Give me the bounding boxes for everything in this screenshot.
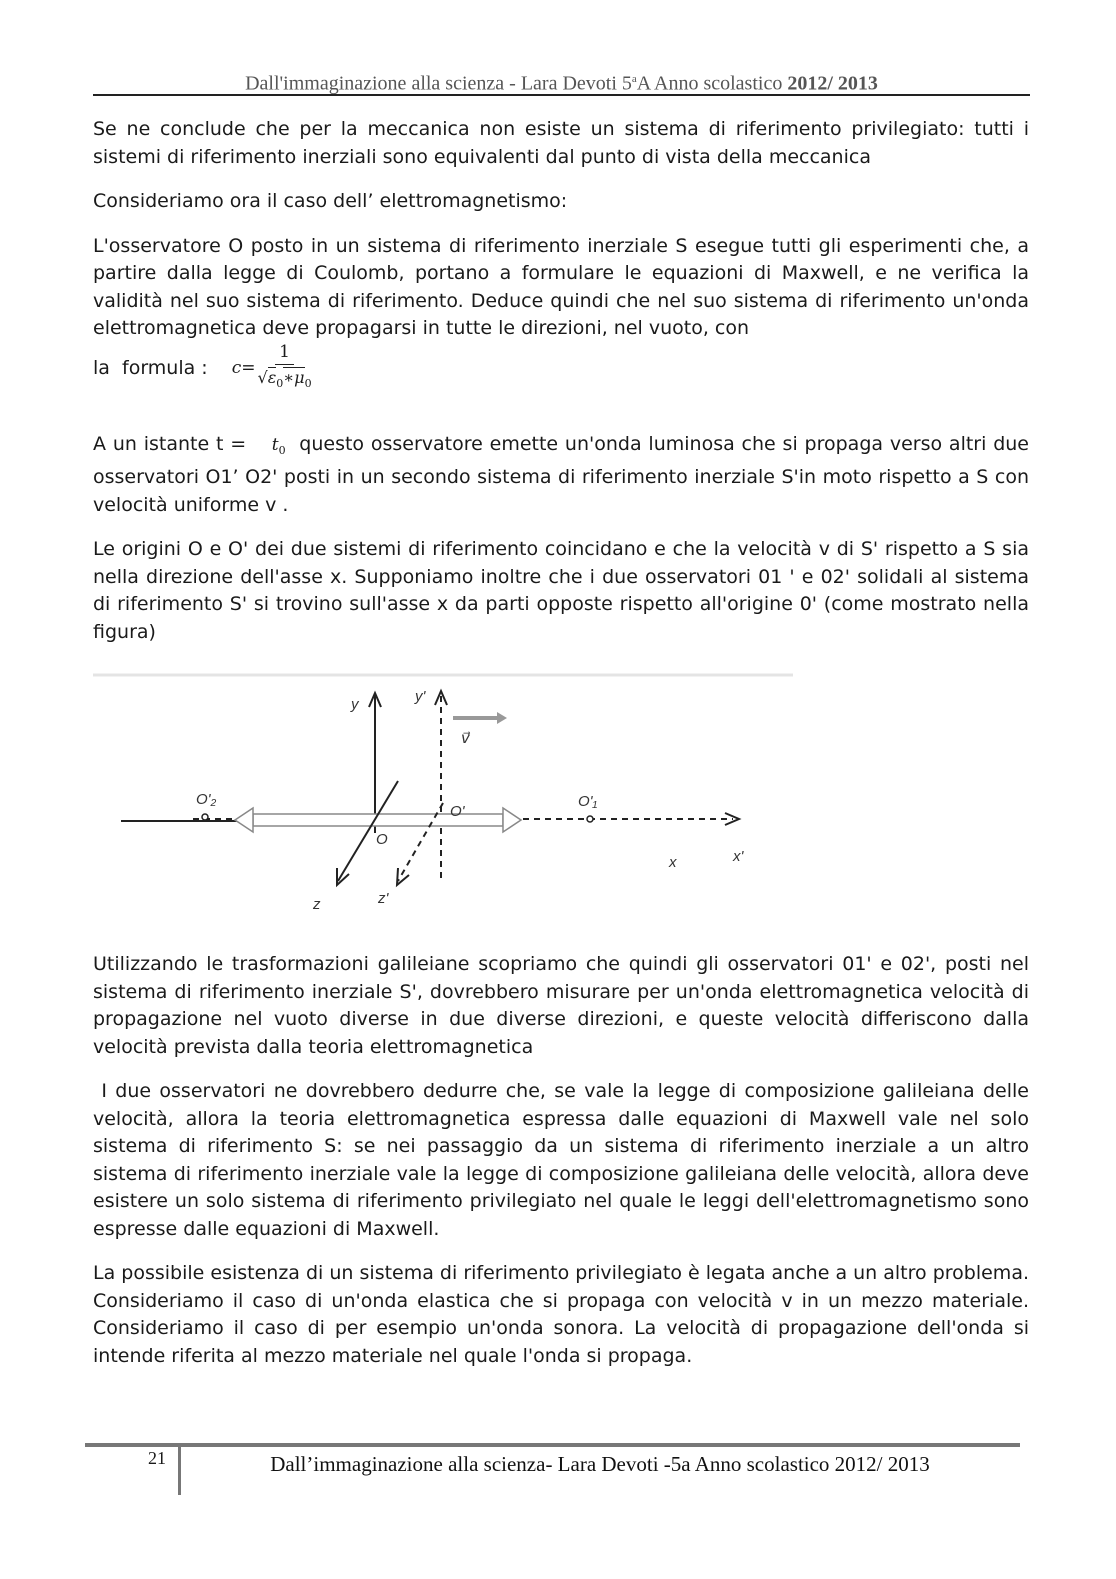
t0-symbol (272, 435, 286, 455)
label-oprime: O' (450, 803, 465, 820)
light-wave-left-head (235, 808, 253, 832)
header-year: 2012/ 2013 (787, 72, 878, 95)
document-body (93, 116, 1036, 1387)
label-o2: O'₂ (196, 791, 217, 808)
paragraph-4-rest: questo osservatore emette un'onda luminosa che si propaga verso altri due osservatori O1’ O2' posti in un secondo sistema di riferimento inerziale S'in moto rispetto a S con velocità uniforme v . (93, 432, 1036, 516)
epsilon-symbol: ε (267, 368, 277, 387)
label-zprime: z' (378, 890, 389, 907)
formula-label: la formula : (93, 356, 208, 379)
footer-divider (178, 1447, 181, 1495)
formula-line (93, 343, 1029, 395)
header-sup: a (631, 73, 637, 85)
observer-o1 (587, 816, 593, 822)
header-text: Dall'immaginazione alla scienza - Lara Devoti 5 (245, 72, 632, 95)
epsilon-subscript: 0 (276, 377, 284, 390)
t0-sub: 0 (278, 443, 286, 457)
light-wave-right-head (503, 808, 521, 832)
paragraph-8: La possibile esistenza di un sistema di riferimento privilegiato è legata anche a un altro problema. Consideriamo il caso di un'onda elastica che si propaga con velocità v in un mezzo materiale. Consideriamo il caso di per esempio un'onda sonora. La velocità di propagazione dell'onda si intende riferita al mezzo materiale nel quale l'onda si propaga. (93, 1262, 1029, 1367)
label-v: v⃗ (461, 730, 470, 747)
paragraph-1: Se ne conclude che per la meccanica non esiste un sistema di riferimento privilegiato: tutti i sistemi di riferimento inerziali sono equivalenti dal punto di vista della meccanica (93, 118, 1029, 168)
z-axis-arrow (337, 868, 349, 885)
footer-rule (85, 1443, 1020, 1447)
sqrt-symbol: √ (257, 368, 268, 387)
label-x: x (669, 854, 677, 871)
reference-frames-figure (93, 663, 793, 923)
label-o1: O'₁ (578, 793, 598, 810)
formula-fraction (257, 342, 311, 395)
paragraph-5: Le origini O e O' dei due sistemi di riferimento coincidano e che la velocità v di S' rispetto a S sia nella direzione dell'asse x. Supponiamo inoltre che i due osservatori 01 ' e 02' solidali al sistema di riferimento S' si trovino sull'asse x da parti opposte rispetto all'origine 0' (come mostrato nella figura) (93, 538, 1029, 643)
header-text-b: A Anno scolastico (636, 72, 788, 95)
z-axis (338, 781, 398, 881)
observer-o2 (202, 814, 208, 820)
label-y: y (351, 696, 359, 713)
paragraph-6: Utilizzando le trasformazioni galileiane scopriamo che quindi gli osservatori 01' e 02', posti nel sistema di riferimento inerziale S', dovrebbero misurare per un'onda elettromagnetica velocità di propagazione nel vuoto diverse in due diverse direzioni, e queste velocità differiscono dalla velocità prevista dalla teoria elettromagnetica (93, 953, 1029, 1058)
page-number: 21 (148, 1448, 166, 1468)
label-z: z (313, 896, 321, 913)
footer-text: Dall’immaginazione alla scienza- Lara Devoti -5a Anno scolastico 2012/ 2013 (270, 1452, 930, 1476)
formula-numerator: 1 (275, 342, 294, 365)
paragraph-7: I due osservatori ne dovrebbero dedurre che, se vale la legge di composizione galileiana delle velocità, allora la teoria elettromagnetica espressa dalle equazioni di Maxwell vale nel solo sistema di riferimento S: se nei passaggio da un sistema di riferimento inerziale a un altro sistema di riferimento inerziale vale la legge di composizione galileiana delle velocità, allora deve esistere un solo sistema di riferimento privilegiato nel quale le leggi dell'elettromagnetismo sono espresse dalle equazioni di Maxwell. (93, 1080, 1036, 1240)
paragraph-2: Consideriamo ora il caso dell’ elettromagnetismo: (93, 190, 568, 212)
page-header (93, 66, 1030, 96)
t0-t: t (271, 434, 279, 455)
label-o: O (376, 831, 388, 848)
formula-denominator (257, 365, 311, 395)
mu-symbol: ∗μ (283, 368, 305, 387)
paragraph-3: L'osservatore O posto in un sistema di riferimento inerziale S esegue tutti gli esperimenti che, a partire dalla legge di Coulomb, portano a formulare le equazioni di Maxwell, e ne verifica la validità nel suo sistema di riferimento. Deduce quindi che nel suo sistema di riferimento un'onda elettromagnetica deve propagarsi in tutte le direzioni, nel vuoto, con (93, 234, 1029, 339)
paragraph-4 (93, 431, 1036, 520)
velocity-arrow-head (497, 712, 507, 724)
label-yprime: y' (415, 688, 426, 705)
paragraph-4-start: A un istante t = (93, 432, 260, 455)
formula-lhs: c= (231, 357, 256, 378)
mu-subscript: 0 (304, 377, 312, 390)
label-xprime: x' (733, 848, 744, 865)
